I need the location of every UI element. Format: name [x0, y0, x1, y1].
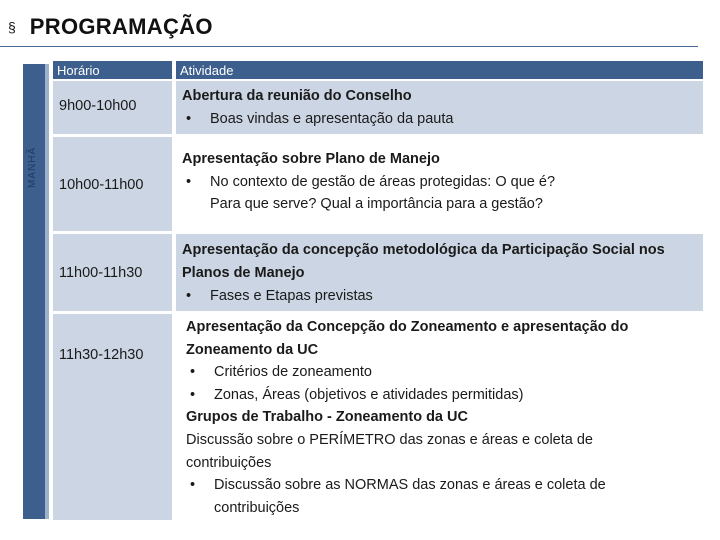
- time-cell: [53, 234, 172, 311]
- title-bullet: §: [8, 19, 16, 35]
- sidebar-edge: [45, 64, 49, 519]
- activity-bullet-line: • Zonas, Áreas (objetivos e atividades permitidas): [190, 386, 524, 403]
- activity-line: Apresentação da Concepção do Zoneamento e apresentação do: [186, 319, 629, 335]
- activity-bullet-line: • Boas vindas e apresentação da pauta: [186, 110, 454, 127]
- activity-line: contribuições: [186, 454, 272, 471]
- activity-line: Planos de Manejo: [182, 265, 305, 281]
- slide-title: PROGRAMAÇÃO: [29, 14, 213, 39]
- time-cell: [53, 137, 172, 231]
- time-cell: [53, 314, 172, 520]
- header-activity: Atividade: [176, 61, 703, 79]
- time-label: 11h30-12h30: [59, 347, 144, 363]
- slide-title-row: [8, 14, 213, 40]
- activity-line: Grupos de Trabalho - Zoneamento da UC: [186, 409, 468, 426]
- activity-line: Abertura da reunião do Conselho: [182, 88, 412, 104]
- activity-cell: [176, 137, 703, 231]
- time-cell: [53, 81, 172, 134]
- activity-cell: [176, 234, 703, 311]
- activity-cell: [180, 314, 703, 520]
- activity-line: Para que serve? Qual a importância para a gestão?: [210, 196, 543, 212]
- time-label: 10h00-11h00: [59, 177, 144, 193]
- activity-line: Apresentação sobre Plano de Manejo: [182, 151, 440, 167]
- morning-label: MANHÃ: [27, 146, 38, 188]
- activity-bullet-line: • Fases e Etapas previstas: [186, 288, 373, 304]
- activity-line: Zoneamento da UC: [186, 341, 319, 358]
- time-label: 9h00-10h00: [59, 98, 137, 114]
- activity-bullet-line: • Critérios de zoneamento: [190, 364, 372, 381]
- activity-cell: [176, 81, 703, 134]
- title-divider: [0, 46, 698, 47]
- activity-line: Apresentação da concepção metodológica da Participação Social nos: [182, 242, 665, 258]
- activity-bullet-line: • No contexto de gestão de áreas protegidas: O que é?: [186, 173, 556, 190]
- header-time: Horário: [53, 61, 172, 79]
- activity-bullet-line: • Discussão sobre as NORMAS das zonas e áreas e coleta de: [190, 477, 606, 494]
- activity-line: contribuições: [214, 499, 300, 516]
- morning-sidebar: [23, 64, 45, 519]
- activity-line: Discussão sobre o PERÍMETRO das zonas e áreas e coleta de: [186, 431, 593, 448]
- time-label: 11h00-11h30: [59, 265, 143, 281]
